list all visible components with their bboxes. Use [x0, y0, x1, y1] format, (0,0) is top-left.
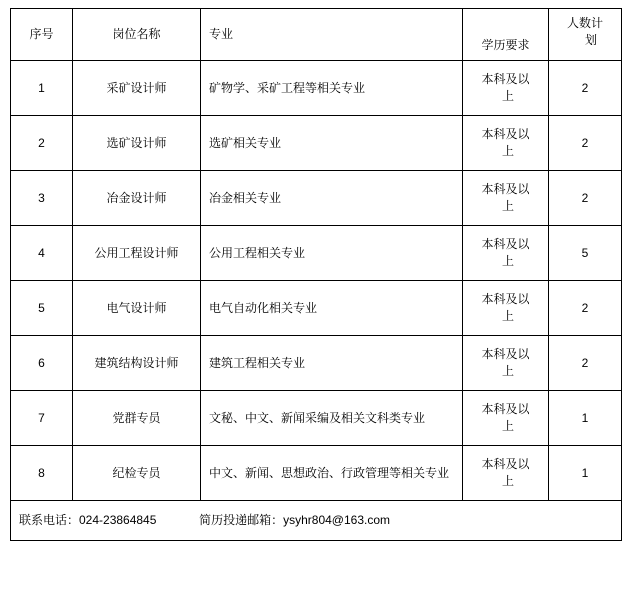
cell-education-line1: 本科及以 [481, 347, 530, 361]
cell-post: 采矿设计师 [73, 61, 201, 116]
cell-education-line2: 上 [501, 144, 514, 158]
cell-education-line2: 上 [501, 254, 514, 268]
table-row [11, 171, 622, 226]
cell-major: 文秘、中文、新闻采编及相关文科类专业 [201, 391, 463, 446]
header-count-line2: 划 [584, 33, 597, 47]
cell-index: 1 [11, 61, 73, 116]
header-post: 岗位名称 [73, 9, 201, 61]
cell-count: 1 [549, 446, 622, 501]
cell-education-line1: 本科及以 [481, 292, 530, 306]
cell-education-line2: 上 [501, 199, 514, 213]
table-row [11, 391, 622, 446]
cell-education [463, 281, 549, 336]
cell-index: 7 [11, 391, 73, 446]
cell-index: 6 [11, 336, 73, 391]
cell-major: 冶金相关专业 [201, 171, 463, 226]
cell-count: 2 [549, 281, 622, 336]
cell-index: 8 [11, 446, 73, 501]
table-row [11, 281, 622, 336]
table-header-row [11, 9, 622, 61]
header-count-line1: 人数计 [566, 16, 603, 30]
cell-education [463, 391, 549, 446]
cell-education-line2: 上 [501, 419, 514, 433]
contact-phone: 联系电话：024-23864845 [19, 513, 157, 527]
cell-post: 建筑结构设计师 [73, 336, 201, 391]
table-row [11, 226, 622, 281]
cell-count: 2 [549, 336, 622, 391]
cell-count: 2 [549, 61, 622, 116]
cell-education-line1: 本科及以 [481, 182, 530, 196]
table-row [11, 446, 622, 501]
cell-education-line1: 本科及以 [481, 237, 530, 251]
cell-post: 纪检专员 [73, 446, 201, 501]
recruitment-table [10, 8, 622, 541]
table-row [11, 61, 622, 116]
cell-post: 党群专员 [73, 391, 201, 446]
contact-cell [11, 501, 622, 541]
header-education: 学历要求 [463, 9, 549, 61]
cell-index: 4 [11, 226, 73, 281]
cell-education [463, 116, 549, 171]
cell-major: 选矿相关专业 [201, 116, 463, 171]
header-index: 序号 [11, 9, 73, 61]
cell-major: 公用工程相关专业 [201, 226, 463, 281]
cell-count: 2 [549, 116, 622, 171]
cell-post: 选矿设计师 [73, 116, 201, 171]
cell-education-line1: 本科及以 [481, 457, 530, 471]
cell-education [463, 226, 549, 281]
cell-education-line2: 上 [501, 309, 514, 323]
cell-post: 冶金设计师 [73, 171, 201, 226]
cell-major: 矿物学、采矿工程等相关专业 [201, 61, 463, 116]
cell-education-line1: 本科及以 [481, 402, 530, 416]
cell-major: 电气自动化相关专业 [201, 281, 463, 336]
cell-education-line1: 本科及以 [481, 127, 530, 141]
cell-count: 5 [549, 226, 622, 281]
cell-index: 2 [11, 116, 73, 171]
cell-education-line1: 本科及以 [481, 72, 530, 86]
header-count [549, 9, 622, 61]
cell-major: 建筑工程相关专业 [201, 336, 463, 391]
cell-index: 5 [11, 281, 73, 336]
cell-count: 2 [549, 171, 622, 226]
cell-index: 3 [11, 171, 73, 226]
contact-email: 简历投递邮箱：ysyhr804@163.com [199, 513, 391, 527]
cell-education [463, 61, 549, 116]
cell-post: 电气设计师 [73, 281, 201, 336]
table-row [11, 336, 622, 391]
header-major: 专业 [201, 9, 463, 61]
cell-count: 1 [549, 391, 622, 446]
cell-education-line2: 上 [501, 474, 514, 488]
table-row [11, 116, 622, 171]
cell-education [463, 336, 549, 391]
cell-education [463, 446, 549, 501]
cell-education-line2: 上 [501, 364, 514, 378]
cell-education [463, 171, 549, 226]
cell-post: 公用工程设计师 [73, 226, 201, 281]
cell-major: 中文、新闻、思想政治、行政管理等相关专业 [201, 446, 463, 501]
table-footer-row [11, 501, 622, 541]
cell-education-line2: 上 [501, 89, 514, 103]
